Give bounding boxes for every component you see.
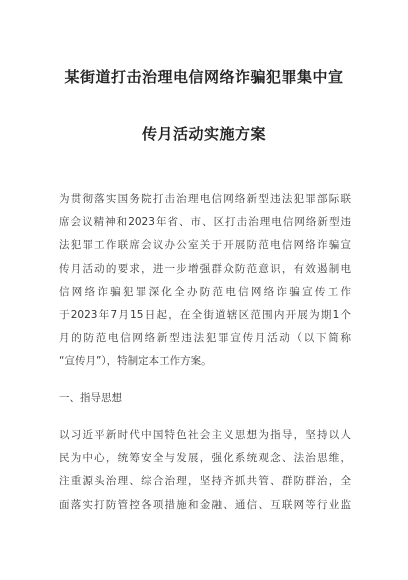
paragraph-line: 面落实打防管控各项措施和金融、通信、互联网等行业监 — [59, 498, 351, 511]
paragraph-line: 注重源头治理、综合治理，坚持齐抓共管、群防群治，全 — [59, 475, 351, 488]
paragraph-line: 法犯罪工作联席会议办公室关于开展防范电信网络诈骗宣 — [59, 239, 351, 252]
paragraph-line: 席会议精神和2023年省、市、区打击治理电信网络新型违 — [59, 216, 351, 229]
intro-paragraph — [59, 188, 351, 374]
document-title-line-2: 传月活动实施方案 — [141, 125, 266, 143]
paragraph-line: 为贯彻落实国务院打击治理电信网络新型违法犯罪部际联 — [59, 193, 351, 205]
section-heading: 一、指导思想 — [59, 392, 122, 404]
paragraph-line: 月的防范电信网络新型违法犯罪宣传月活动（以下简称 — [59, 332, 351, 345]
paragraph-line: 以习近平新时代中国特色社会主义思想为指导，坚持以人 — [59, 429, 351, 441]
paragraph-line: 传月活动的要求，进一步增强群众防范意识，有效遏制电 — [59, 262, 351, 275]
guiding-thought-paragraph — [59, 424, 351, 517]
paragraph-line: 民为中心，统筹安全与发展，强化系统观念、法治思维， — [59, 452, 351, 465]
paragraph-line: 信网络诈骗犯罪深化全办防范电信网络诈骗宣传工作 — [59, 285, 351, 298]
paragraph-line: 于2023年7月15日起，在全街道辖区范围内开展为期1个 — [59, 308, 351, 321]
document-title-line-1: 某街道打击治理电信网络诈骗犯罪集中宣 — [64, 68, 344, 86]
paragraph-line: “宣传月”），特制定本工作方案。 — [59, 355, 212, 368]
